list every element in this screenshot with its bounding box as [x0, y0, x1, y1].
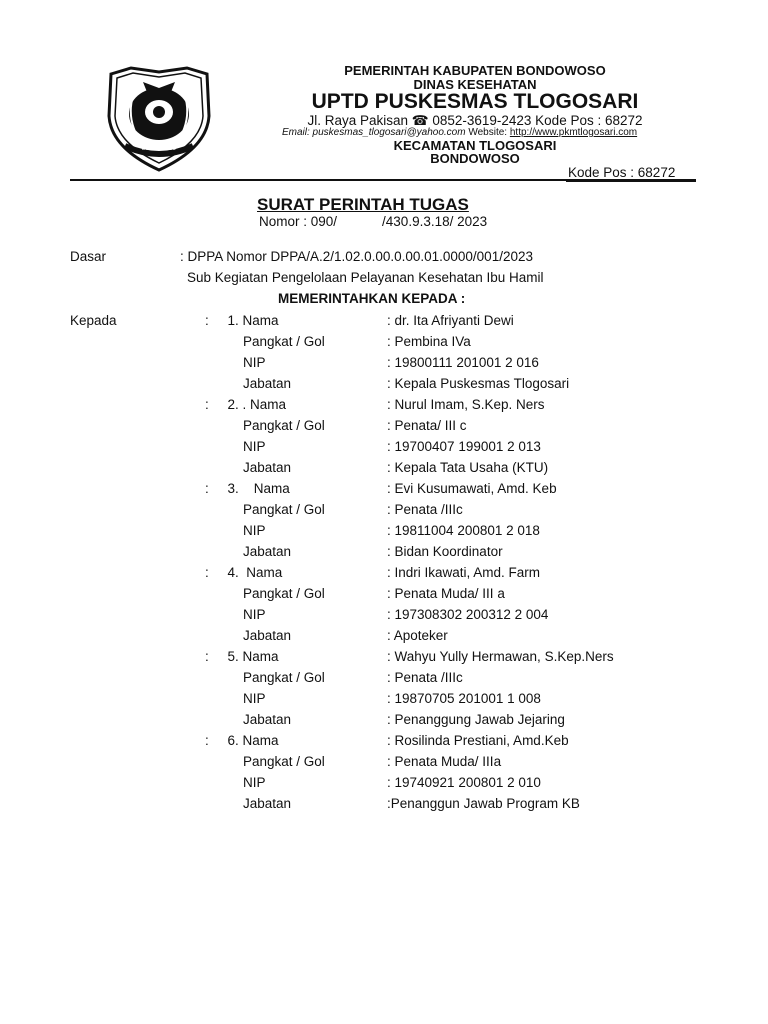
person-field-value: : Penata /IIIc [387, 670, 463, 685]
person-field-label: Jabatan [243, 544, 292, 559]
person-number-label: : 4. Nama [205, 565, 283, 580]
person-field-value: :Penanggun Jawab Program KB [387, 796, 580, 811]
person-field-label: Jabatan [243, 376, 292, 391]
person-field-label: NIP [243, 523, 266, 538]
person-field-label: Jabatan [243, 628, 292, 643]
person-field-value: : Indri Ikawati, Amd. Farm [387, 565, 541, 580]
person-field-value: : 19740921 200801 2 010 [387, 775, 541, 790]
person-field-value: : 19700407 199001 2 013 [387, 439, 541, 454]
person-field-label: NIP [243, 439, 266, 454]
kepada-label: Kepada [70, 313, 117, 328]
person-field-label: Pangkat / Gol [243, 418, 325, 433]
kop-divider-short [566, 181, 696, 182]
kop-kode-pos: Kode Pos : 68272 [568, 165, 676, 180]
kop-kabupaten: BONDOWOSO [430, 151, 520, 166]
letter-title: SURAT PERINTAH TUGAS [257, 195, 469, 214]
kop-uptd: UPTD PUSKESMAS TLOGOSARI [311, 90, 639, 113]
person-field-label: Pangkat / Gol [243, 754, 325, 769]
logo-text: BONDOWOSO [141, 146, 177, 152]
person-field-value: : Apoteker [387, 628, 448, 643]
dasar-value: : DPPA Nomor DPPA/A.2/1.02.0.00.0.00.01.0000/001/2023 [180, 249, 533, 264]
person-field-label: NIP [243, 691, 266, 706]
person-number-label: : 5. Nama [205, 649, 279, 664]
person-field-value: : Pembina IVa [387, 334, 471, 349]
person-field-value: : Wahyu Yully Hermawan, S.Kep.Ners [387, 649, 614, 664]
person-field-label: Pangkat / Gol [243, 502, 325, 517]
person-field-value: : Penanggung Jawab Jejaring [387, 712, 565, 727]
kop-email: Email: puskesmas_tlogosari@yahoo.com [282, 127, 466, 138]
person-field-label: NIP [243, 607, 266, 622]
person-field-value: : Nurul Imam, S.Kep. Ners [387, 397, 545, 412]
person-field-label: Pangkat / Gol [243, 586, 325, 601]
person-field-value: : 19800111 201001 2 016 [387, 355, 539, 370]
person-field-label: NIP [243, 775, 266, 790]
memerintahkan-heading: MEMERINTAHKAN KEPADA : [278, 291, 466, 306]
kop-pemerintah: PEMERINTAH KABUPATEN BONDOWOSO [344, 63, 606, 78]
kop-website-label: Website: [465, 127, 510, 138]
dasar-sub: Sub Kegiatan Pengelolaan Pelayanan Kesehatan Ibu Hamil [187, 270, 544, 285]
person-field-value: : Rosilinda Prestiani, Amd.Keb [387, 733, 569, 748]
person-number-label: : 1. Nama [205, 313, 279, 328]
person-field-value: : Kepala Tata Usaha (KTU) [387, 460, 549, 475]
person-field-label: Jabatan [243, 460, 292, 475]
kop-contact [282, 127, 702, 138]
person-field-label: NIP [243, 355, 266, 370]
dasar-label: Dasar [70, 249, 107, 264]
person-field-value: : dr. Ita Afriyanti Dewi [387, 313, 514, 328]
person-field-value: : Bidan Koordinator [387, 544, 503, 559]
person-field-value: : Penata /IIIc [387, 502, 463, 517]
kop-address: Jl. Raya Pakisan ☎ 0852-3619-2423 Kode Pos : 68272 [307, 113, 643, 128]
person-field-value: : 19811004 200801 2 018 [387, 523, 540, 538]
person-field-value: : Evi Kusumawati, Amd. Keb [387, 481, 557, 496]
bondowoso-logo [103, 66, 215, 173]
person-number-label: : 2. . Nama [205, 397, 287, 412]
person-field-label: Pangkat / Gol [243, 670, 325, 685]
person-field-value: : Penata Muda/ III a [387, 586, 505, 601]
kop-kecamatan: KECAMATAN TLOGOSARI [393, 138, 557, 153]
person-field-value: : Kepala Puskesmas Tlogosari [387, 376, 570, 391]
kop-website-link[interactable]: http://www.pkmtlogosari.com [509, 127, 638, 138]
person-field-label: Jabatan [243, 712, 292, 727]
person-field-value: : 197308302 200312 2 004 [387, 607, 549, 622]
person-number-label: : 3. Nama [205, 481, 290, 496]
person-field-label: Pangkat / Gol [243, 334, 325, 349]
person-field-value: : 19870705 201001 1 008 [387, 691, 541, 706]
kop-dinas: DINAS KESEHATAN [413, 77, 537, 92]
letter-number: Nomor : 090/ /430.9.3.18/ 2023 [259, 214, 488, 229]
person-number-label: : 6. Nama [205, 733, 279, 748]
person-field-value: : Penata/ III c [387, 418, 467, 433]
person-field-value: : Penata Muda/ IIIa [387, 754, 502, 769]
person-field-label: Jabatan [243, 796, 292, 811]
